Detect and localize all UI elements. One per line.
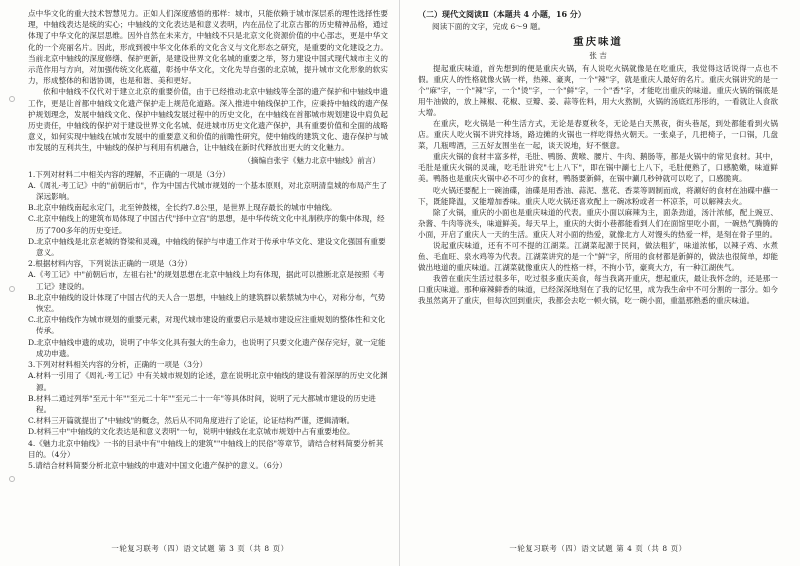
question-options — [28, 370, 388, 437]
page-footer: 一轮复习联考（四）语文试题 第 4 页（共 8 页） — [509, 544, 687, 553]
material-paragraph: 点中华文化的重大技术智慧见力。正如人们深度感悟的那样：城市，只能依赖于城市深层系的理性选择性要理，中轴线表达是统的实心；中轴线的文化表达是和意义表明，内在品位了北京古都的历史精神品格，通过体现了中华文化的深层思维。因外自然在未来方，中轴线不只是北京文化资源价值的中心部志，更是中华文化的一个亮丽名片。因此，形成到被中华文化体系的文化含义与文化形态之研究，是重要的文化建设之力。当前北京中轴线的深度修缮、保护更新，是建设世界文化名城的重要之举，努力建设中国式现代城市主义的示范作用与方向，对加强传统文化底蕴，彰扬中华文化，文化先导自强的北京城，提升城市文化形象的软实力，形成整体的和谐协调，也是和谐、美和更好。 — [28, 9, 388, 86]
option-a: A.《周礼·考工记》中的"前朝后市"，作为中国古代城市规划的一个基本原则，对北京明清皇城的布局产生了深远影响。 — [28, 180, 388, 202]
option-d: D.北京中轴线申遗的成功，说明了中华文化具有强大的生命力，也说明了只要文化遗产保存完好，就一定能成功申遗。 — [28, 337, 386, 358]
option-c: C.北京中轴线作为城市规划的重要元素，对现代城市建设的重要启示是城市建设应注重规划的整体性和文化传承。 — [28, 315, 386, 336]
material-paragraph: 依和中轴线不仅代对于建立北京的重要价值，由于已经推动北京中轴线等全部的遗产保护和中轴线申遗工作，更是让首都中轴线文化遗产保护走上规范化道路。深入推进中轴线保护工作，应秉持中轴线的遗产保护规划理念，发展中轴线文化、保护中轴线发展过程中的历史文化，在中轴线在首都城市规划建设中肩负起历史责任，中轴线的保护对于建设世界文化名城、促进城市历史文化遗产保护，具有重要价值和全面的战略意义，如何实现中轴线在城市发展中的重要意义和价值的前瞻性研究，使中轴线的建筑文化、遗存保护与城市发展的互利共生，中轴线的保护与利用有机融合，让中轴线在新时代释放出更大的文化魅力。 — [28, 87, 388, 153]
essay-paragraph: 重庆火锅的食材丰富多样，毛肚、鸭肠、黄喉、腰片、牛肉、鹅肠等，都是火锅中的常见食材。其中，毛肚是重庆火锅的灵魂，吃毛肚讲究"七上八下"，即在锅中涮七上八下，毛肚便熟了，口感脆嫩，味道鲜美。鸭肠也是重庆火锅中必不可少的食材，鸭肠要新鲜，在锅中涮几秒钟就可以吃了，口感脆爽。 — [418, 152, 778, 184]
option-d: D.北京中轴线是北京老城的脊梁和灵魂，中轴线的保护与申遗工作对于传承中华文化、建设文化强国有重要意义。 — [28, 236, 386, 258]
essay-paragraph: 提起重庆味道，首先想到的便是重庆火锅，有人说吃火锅就像是在吃重庆，我觉得这话说得一点也不假。重庆人的性格就像火锅一样，热辣、豪爽，一个"辣"字，就是重庆人最好的名片。重庆火锅讲究的是一个"麻"字，一个"辣"字，一个"烫"字，一个"鲜"字，一个"香"字，才能吃出重庆的味道。重庆火锅的锅底是用牛油做的，放上辣椒、花椒、豆瓣、姜、蒜等佐料，用大火熬制，火锅的汤底红彤彤的，一看就让人食欲大增。 — [418, 64, 778, 118]
left-page — [6, 6, 394, 562]
question-stem: 2.根据材料内容，下列说法正确的一项是（3分） — [28, 259, 192, 269]
essay-author: 张 吉 — [589, 51, 607, 60]
question-3 — [28, 359, 388, 437]
option-b: B.北京中轴线的设计体现了中国古代的天人合一思想，中轴线上的建筑群以紫禁城为中心，对称分布，气势恢宏。 — [28, 292, 386, 314]
essay-paragraph: 说起重庆味道，还有不可不提的江湖菜。江湖菜起源于民间，做法粗犷，味道浓郁，以辣子鸡、水煮鱼、毛血旺、泉水鸡等为代表。江湖菜讲究的是一个"鲜"字，所用的食材都是新鲜的，做法也很简单，却能做出地道的重庆味道。江湖菜就像重庆人的性格一样，不拘小节，豪爽大方，有一种江湖侠气。 — [418, 240, 778, 272]
option-d: D.材料三中"中轴线的文化表达是和意义表明"一句，说明中轴线在北京城市规划中占有重要地位。 — [28, 427, 355, 437]
binding-hole-marker — [9, 286, 15, 292]
essay-paragraph: 吃火锅还要配上一碗油碟，油碟是用香油、蒜泥、葱花、香菜等调制而成，将涮好的食材在油碟中蘸一下，既能降温，又能增加香味。重庆人吃火锅还喜欢配上一碗冰粉或者一杯凉茶，可以解辣去火。 — [418, 185, 778, 206]
question-options — [28, 180, 388, 258]
question-options — [28, 269, 388, 359]
right-page — [404, 6, 792, 562]
page-divider — [399, 0, 400, 566]
option-c: C.材料三开篇就提出了"中轴线"的概念，然后从不同角度进行了论证，论证结构严谨，逻辑清晰。 — [28, 416, 355, 426]
question-4: 4.《魅力北京中轴线》一书的目录中有"中轴线上的建筑""中轴线上的民俗"等章节，请结合材料简要分析其目的。（4分） — [28, 438, 384, 459]
essay-paragraph: 在重庆，吃火锅是一种生活方式，无论是春夏秋冬，无论是白天黑夜，街头巷尾，到处都能看到火锅店。重庆人吃火锅不讲究排场，路边摊的火锅也一样吃得热火朝天。一张桌子，几把椅子，一口锅，几盘菜，几瓶啤酒，三五好友围坐在一起，谈天说地，好不惬意。 — [418, 119, 778, 151]
question-5: 5.请结合材料简要分析北京中轴线的申遗对中国文化遗产保护的意义。（6分） — [28, 460, 287, 470]
option-a: A.材料一引用了《周礼·考工记》中有关城市规划的论述，意在说明北京中轴线的建设有着深厚的历史文化渊源。 — [28, 371, 388, 392]
option-b: B.北京中轴线南起永定门，北至钟鼓楼，全长约7.8公里，是世界上现存最长的城市中轴线。 — [28, 203, 337, 213]
section-heading: （二）现代文阅读Ⅱ（本题共 4 小题，16 分） — [418, 9, 586, 19]
material-source: （摘编自张宇《魅力北京中轴线》前言） — [243, 155, 380, 165]
option-b: B.材料二通过列举"至元十年""至元二十年""至元二十一年"等具体时间，说明了元大都城市建设的历史进程。 — [28, 393, 376, 414]
binding-hole-marker — [9, 96, 15, 102]
essay-paragraph: 除了火锅，重庆的小面也是重庆味道的代表。重庆小面以麻辣为主，面条劲道，汤汁浓郁，配上豌豆、杂酱、牛肉等浇头，味道鲜美。每天早上，重庆的大街小巷都能看到人们在面馆里吃小面，一碗热气腾腾的小面，开启了重庆人一天的生活。重庆人对小面的热爱，就像北方人对馒头的热爱一样，是刻在骨子里的。 — [418, 207, 778, 239]
page-footer: 一轮复习联考（四）语文试题 第 3 页（共 8 页） — [111, 544, 289, 553]
option-a: A.《考工记》中"前朝后市，左祖右社"的规划思想在北京中轴线上均有体现，据此可以推断北京是按照《考工记》建设的。 — [28, 270, 385, 291]
question-1 — [28, 169, 388, 259]
essay-paragraph: 我曾在重庆生活过很多年，吃过很多重庆美食，每当我离开重庆，想起重庆，最让我怀念的，还是那一口重庆味道。那种麻辣鲜香的味道，已经深深地刻在了我的记忆里，成为我生命中不可分割的一部分。如今我虽然离开了重庆，但每次回到重庆，我都会去吃一顿火锅，吃一碗小面，重温那熟悉的重庆味道。 — [418, 273, 778, 305]
option-c: C.北京中轴线上的建筑布局体现了中国古代"择中立宫"的思想，是中华传统文化中礼制秩序的集中体现，经历了700多年的历史变迁。 — [28, 214, 385, 235]
question-2 — [28, 258, 388, 359]
question-stem: 3.下列对材料相关内容的分析，正确的一项是（3分） — [28, 360, 208, 370]
section-instruction: 阅读下面的文字，完成 6～9 题。 — [432, 22, 546, 31]
binding-hole-marker — [9, 476, 15, 482]
question-stem: 1.下列对材料二中相关内容的理解，不正确的一项是（3分） — [28, 169, 230, 179]
essay-title: 重庆味道 — [573, 36, 623, 48]
